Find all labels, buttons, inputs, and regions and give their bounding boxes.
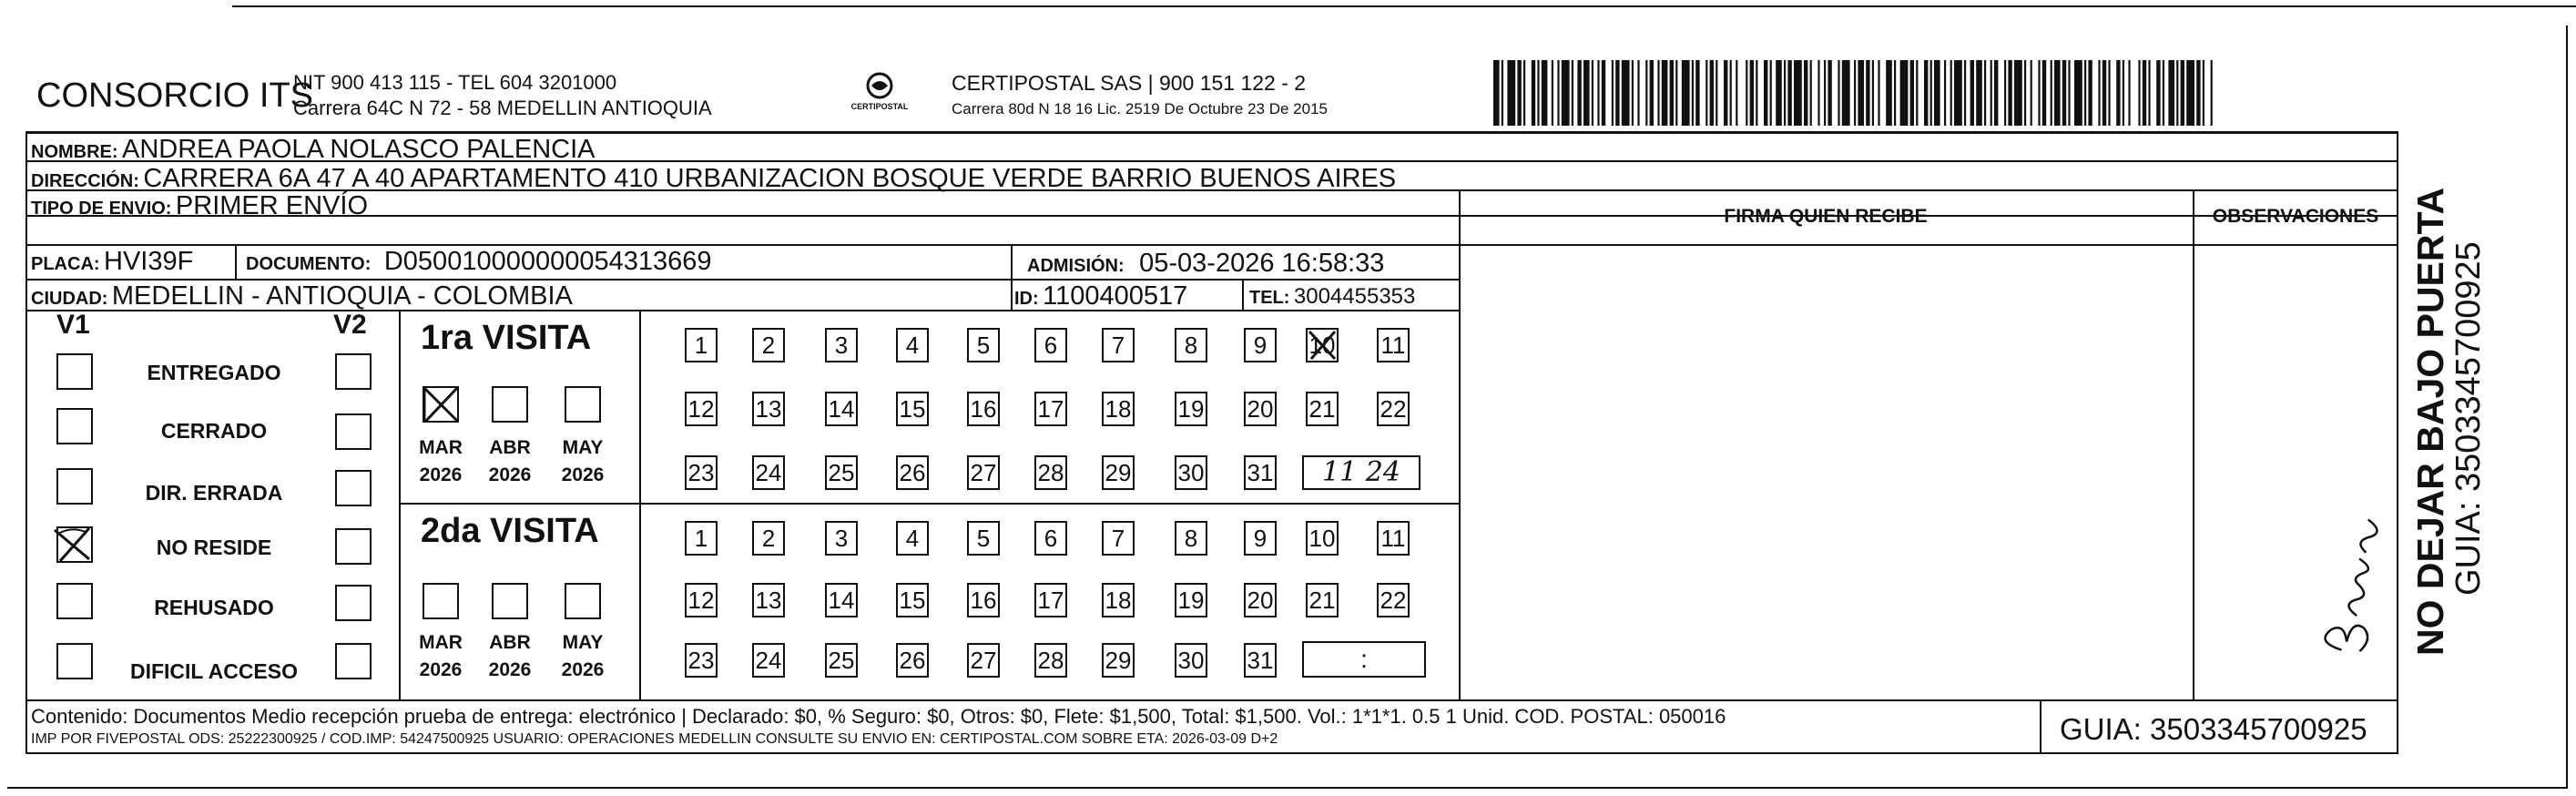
placa-value: HVI39F bbox=[104, 247, 194, 276]
grid-line bbox=[2397, 131, 2398, 754]
tipo-value: PRIMER ENVÍO bbox=[175, 191, 369, 220]
handwritten-signature bbox=[2222, 291, 2386, 674]
barcode-bar bbox=[1910, 60, 1914, 126]
second-visit-day-28[interactable]: 28 bbox=[1034, 643, 1067, 678]
first-visit-day-5[interactable]: 5 bbox=[967, 328, 1000, 362]
barcode-bar bbox=[1572, 60, 1573, 126]
nombre-label: NOMBRE: bbox=[31, 142, 118, 162]
barcode-bar bbox=[1784, 60, 1786, 126]
direccion-row bbox=[31, 164, 1396, 194]
barcode-bar bbox=[2074, 60, 2082, 126]
second-visit-month-may: MAY bbox=[562, 632, 604, 653]
first-visit-day-20[interactable]: 20 bbox=[1244, 392, 1277, 426]
barcode-bar bbox=[2054, 60, 2061, 126]
first-visit-day-17[interactable]: 17 bbox=[1034, 392, 1067, 426]
second-visit-day-25[interactable]: 25 bbox=[825, 643, 858, 678]
first-visit-day-3[interactable]: 3 bbox=[825, 328, 858, 362]
tel-row bbox=[1249, 284, 1415, 310]
bottom-frame-line bbox=[7, 787, 2567, 789]
v1-dificil-acceso-checkbox[interactable] bbox=[56, 643, 93, 679]
barcode-bar bbox=[1583, 60, 1590, 126]
barcode-bar bbox=[2042, 60, 2046, 126]
second-visit-day-4[interactable]: 4 bbox=[896, 521, 929, 556]
v1-no-reside-checkbox[interactable] bbox=[56, 526, 93, 563]
barcode-bar bbox=[2181, 60, 2184, 126]
barcode-bar bbox=[1866, 60, 1869, 126]
barcode-bar bbox=[1810, 60, 1812, 126]
barcode-bar bbox=[1716, 60, 1717, 126]
barcode-bar bbox=[1507, 60, 1515, 126]
no-dejar-bajo-puerta: NO DEJAR BAJO PUERTA bbox=[2409, 187, 2451, 656]
second-visit-year-mar: 2026 bbox=[419, 659, 463, 680]
id-row bbox=[1014, 281, 1187, 311]
barcode-bar bbox=[1517, 60, 1521, 126]
barcode-bar bbox=[1776, 60, 1782, 126]
barcode-bar bbox=[1523, 60, 1525, 126]
right-frame-line bbox=[2566, 26, 2568, 789]
v1-entregado-checkbox[interactable] bbox=[56, 353, 93, 390]
status-cerrado: CERRADO bbox=[160, 419, 268, 443]
second-visit-year-abr: 2026 bbox=[488, 659, 532, 680]
barcode-bar bbox=[1817, 60, 1819, 126]
second-visit-day-8[interactable]: 8 bbox=[1175, 521, 1207, 556]
second-visit-month-mar: MAR bbox=[419, 632, 463, 653]
v2-entregado-checkbox[interactable] bbox=[335, 353, 372, 390]
first-visit-day-29[interactable]: 29 bbox=[1102, 455, 1135, 490]
top-frame-line bbox=[232, 5, 2576, 7]
v2-no-reside-checkbox[interactable] bbox=[335, 528, 372, 565]
footer-imp: IMP POR FIVEPOSTAL ODS: 25222300925 / COD.IMP: 54247500925 USUARIO: OPERACIONES MEDELLIN CONSULTE SU ENVIO EN: CERTIPOSTAL.COM SOBRE ETA: 2026-03-09 D+2 bbox=[31, 731, 1278, 747]
barcode-bar bbox=[2103, 60, 2106, 126]
handwritten-check-icon bbox=[53, 525, 89, 561]
second-visit-month-abr: ABR bbox=[489, 632, 531, 653]
barcode-bar bbox=[1542, 60, 1548, 126]
barcode-bar bbox=[1934, 60, 1940, 126]
second-visit-mar-checkbox[interactable] bbox=[423, 583, 459, 619]
barcode-bar bbox=[2138, 60, 2140, 126]
first-visit-may-checkbox[interactable] bbox=[565, 386, 601, 423]
nombre-value: ANDREA PAOLA NOLASCO PALENCIA bbox=[122, 135, 596, 164]
barcode-bar bbox=[2176, 60, 2178, 126]
second-visit-abr-checkbox[interactable] bbox=[492, 583, 528, 619]
second-visit-day-30[interactable]: 30 bbox=[1175, 643, 1207, 678]
barcode-bar bbox=[1950, 60, 1952, 126]
first-visit-day-23[interactable]: 23 bbox=[685, 455, 718, 490]
certipostal-id: CERTIPOSTAL SAS | 900 151 122 - 2 bbox=[952, 71, 1307, 95]
second-visit-day-16[interactable]: 16 bbox=[967, 583, 1000, 617]
barcode-bar bbox=[1924, 60, 1928, 126]
grid-line bbox=[399, 503, 1460, 505]
barcode-bar bbox=[1984, 60, 1986, 126]
v1-label: V1 bbox=[56, 310, 90, 340]
second-visit-time-value: : bbox=[1360, 645, 1368, 673]
first-visit-day-1[interactable]: 1 bbox=[685, 328, 718, 362]
grid-line bbox=[235, 246, 237, 279]
second-visit-day-17[interactable]: 17 bbox=[1034, 583, 1067, 617]
grid-line bbox=[1011, 246, 1013, 310]
barcode-bar bbox=[1645, 60, 1647, 126]
barcode-bar bbox=[1597, 60, 1599, 126]
first-visit-day-7[interactable]: 7 bbox=[1102, 328, 1135, 362]
placa-row bbox=[31, 247, 193, 277]
second-visit-day-31[interactable]: 31 bbox=[1244, 643, 1277, 678]
handwritten-cross-icon bbox=[1306, 328, 1339, 362]
v2-cerrado-checkbox[interactable] bbox=[335, 413, 372, 450]
barcode-bar bbox=[2024, 60, 2026, 126]
company-name: CONSORCIO ITS bbox=[36, 77, 314, 115]
barcode-bar bbox=[1854, 60, 1856, 126]
barcode-bar bbox=[1670, 60, 1674, 126]
barcode-bar bbox=[1602, 60, 1605, 126]
first-visit-day-18[interactable]: 18 bbox=[1102, 392, 1135, 426]
second-visit-day-11[interactable]: 11 bbox=[1377, 521, 1410, 556]
status-rehusado: REHUSADO bbox=[154, 596, 274, 619]
second-visit-day-18[interactable]: 18 bbox=[1102, 583, 1135, 617]
barcode-bar bbox=[1657, 60, 1659, 126]
grid-line bbox=[25, 699, 2398, 701]
ciudad-label: CIUDAD: bbox=[31, 289, 108, 309]
grid-line bbox=[25, 244, 1460, 246]
barcode-bar bbox=[2088, 60, 2092, 126]
first-visit-day-24[interactable]: 24 bbox=[752, 455, 785, 490]
barcode-bar bbox=[1675, 60, 1677, 126]
first-visit-day-10[interactable]: 10 bbox=[1306, 328, 1339, 362]
barcode-bar bbox=[1632, 60, 1634, 126]
barcode-bar bbox=[1970, 60, 1974, 126]
grid-line bbox=[639, 310, 641, 701]
barcode-bar bbox=[2084, 60, 2086, 126]
second-visit-day-6[interactable]: 6 bbox=[1034, 521, 1067, 556]
footer-contenido: Contenido: Documentos Medio recepción prueba de entrega: electrónico | Declarado: $0, % Seguro: $0, Otros: $0, Flete: $1,500, Total: $1,500. Vol.: 1*1*1. 0.5 1 Unid. COD. POSTAL: 050016 bbox=[31, 705, 1726, 728]
second-visit-day-5[interactable]: 5 bbox=[967, 521, 1000, 556]
status-dir-errada: DIR. ERRADA bbox=[145, 481, 283, 505]
barcode-bar bbox=[1730, 60, 1732, 126]
barcode-bar bbox=[1612, 60, 1614, 126]
second-visit-day-9[interactable]: 9 bbox=[1244, 521, 1277, 556]
first-visit-year-mar: 2026 bbox=[419, 464, 463, 485]
barcode-bar bbox=[1916, 60, 1918, 126]
second-visit-day-3[interactable]: 3 bbox=[825, 521, 858, 556]
barcode-bar bbox=[2098, 60, 2100, 126]
barcode-bar bbox=[1662, 60, 1668, 126]
first-visit-time-value: 11 24 bbox=[1322, 456, 1400, 488]
barcode-bar bbox=[1562, 60, 1570, 126]
v1-cerrado-checkbox[interactable] bbox=[56, 408, 93, 444]
barcode bbox=[1493, 60, 2222, 126]
barcode-bar bbox=[1695, 60, 1699, 126]
grid-line bbox=[2193, 189, 2194, 701]
second-visit-time-field[interactable] bbox=[1302, 641, 1426, 678]
barcode-bar bbox=[1894, 60, 1896, 126]
barcode-bar bbox=[1964, 60, 1966, 126]
second-visit-year-may: 2026 bbox=[561, 659, 605, 680]
tipo-row bbox=[31, 191, 368, 221]
first-visit-day-31[interactable]: 31 bbox=[1244, 455, 1277, 490]
barcode-bar bbox=[1557, 60, 1559, 126]
grid-line bbox=[25, 279, 1460, 281]
second-visit-day-23[interactable]: 23 bbox=[685, 643, 718, 678]
barcode-bar bbox=[1842, 60, 1850, 126]
barcode-bar bbox=[2031, 60, 2032, 126]
barcode-bar bbox=[2123, 60, 2124, 126]
barcode-bar bbox=[1552, 60, 1553, 126]
admision-label: ADMISIÓN: bbox=[1027, 256, 1125, 276]
barcode-bar bbox=[1764, 60, 1767, 126]
grid-line bbox=[399, 310, 401, 701]
first-visit-day-30[interactable]: 30 bbox=[1175, 455, 1207, 490]
barcode-bar bbox=[2068, 60, 2070, 126]
second-visit-day-15[interactable]: 15 bbox=[896, 583, 929, 617]
direccion-label: DIRECCIÓN: bbox=[31, 171, 139, 191]
barcode-bar bbox=[1838, 60, 1839, 126]
barcode-bar bbox=[2051, 60, 2052, 126]
status-no-reside: NO RESIDE bbox=[156, 536, 272, 559]
first-visit-day-15[interactable]: 15 bbox=[896, 392, 929, 426]
barcode-bar bbox=[2116, 60, 2120, 126]
second-visit-day-12[interactable]: 12 bbox=[685, 583, 718, 617]
id-value: 1100400517 bbox=[1043, 281, 1188, 311]
second-visit-day-21[interactable]: 21 bbox=[1306, 583, 1339, 617]
barcode-bar bbox=[1804, 60, 1807, 126]
company-address: Carrera 64C N 72 - 58 MEDELLIN ANTIOQUIA bbox=[293, 97, 712, 119]
second-visit-day-1[interactable]: 1 bbox=[685, 521, 718, 556]
grid-line bbox=[1459, 244, 2398, 246]
barcode-bar bbox=[2108, 60, 2110, 126]
status-entregado: ENTREGADO bbox=[147, 361, 281, 384]
first-visit-day-8[interactable]: 8 bbox=[1175, 328, 1207, 362]
admision-row bbox=[1027, 249, 1384, 279]
first-visit-month-may: MAY bbox=[562, 437, 604, 458]
placa-label: PLACA: bbox=[31, 254, 100, 274]
id-label: ID: bbox=[1014, 289, 1039, 309]
barcode-bar bbox=[2196, 60, 2200, 126]
nombre-row bbox=[31, 135, 596, 165]
status-dificil-acceso: DIFICIL ACCESO bbox=[129, 659, 298, 683]
barcode-bar bbox=[1954, 60, 1962, 126]
first-visit-day-13[interactable]: 13 bbox=[752, 392, 785, 426]
grid-line bbox=[1459, 189, 1461, 701]
barcode-bar bbox=[2168, 60, 2174, 126]
first-visit-day-19[interactable]: 19 bbox=[1175, 392, 1207, 426]
first-visit-month-mar: MAR bbox=[419, 437, 463, 458]
barcode-bar bbox=[1872, 60, 1874, 126]
barcode-bar bbox=[2148, 60, 2150, 126]
v2-dir-errada-checkbox[interactable] bbox=[335, 470, 372, 506]
second-visit-title: 2da VISITA bbox=[421, 512, 599, 550]
barcode-bar bbox=[2014, 60, 2022, 126]
first-visit-abr-checkbox[interactable] bbox=[492, 386, 528, 423]
barcode-bar bbox=[2186, 60, 2194, 126]
barcode-bar bbox=[1493, 60, 1500, 126]
tipo-label: TIPO DE ENVIO: bbox=[31, 199, 172, 219]
certipostal-license: Carrera 80d N 18 16 Lic. 2519 De Octubre 23 De 2015 bbox=[952, 100, 1328, 117]
first-visit-day-21[interactable]: 21 bbox=[1306, 392, 1339, 426]
documento-label: DOCUMENTO: bbox=[246, 254, 372, 274]
barcode-bar bbox=[1622, 60, 1630, 126]
grid-line bbox=[1242, 279, 1244, 310]
barcode-bar bbox=[1736, 60, 1737, 126]
grid-line bbox=[25, 131, 27, 754]
direccion-value: CARRERA 6A 47 A 40 APARTAMENTO 410 URBANIZACION BOSQUE VERDE BARRIO BUENOS AIRES bbox=[143, 164, 1397, 193]
logo-text: CERTIPOSTAL bbox=[850, 102, 909, 111]
barcode-bar bbox=[1692, 60, 1694, 126]
grid-line bbox=[25, 752, 2398, 754]
barcode-bar bbox=[1991, 60, 1992, 126]
barcode-bar bbox=[1705, 60, 1707, 126]
grid-line bbox=[25, 131, 2398, 134]
firma-header: FIRMA QUIEN RECIBE bbox=[1724, 206, 1928, 227]
second-visit-day-7[interactable]: 7 bbox=[1102, 521, 1135, 556]
second-visit-day-24[interactable]: 24 bbox=[752, 643, 785, 678]
first-visit-day-2[interactable]: 2 bbox=[752, 328, 785, 362]
barcode-bar bbox=[2038, 60, 2040, 126]
second-visit-may-checkbox[interactable] bbox=[565, 583, 601, 619]
barcode-bar bbox=[2062, 60, 2066, 126]
footer-guia: GUIA: 3503345700925 bbox=[2060, 712, 2367, 746]
grid-line bbox=[2040, 699, 2041, 754]
barcode-bar bbox=[1976, 60, 1982, 126]
barcode-bar bbox=[1878, 60, 1879, 126]
first-visit-day-28[interactable]: 28 bbox=[1034, 455, 1067, 490]
tel-label: TEL: bbox=[1249, 288, 1290, 308]
side-guia: GUIA: 3503345700925 bbox=[2449, 241, 2488, 596]
second-visit-day-20[interactable]: 20 bbox=[1244, 583, 1277, 617]
barcode-bar bbox=[1724, 60, 1727, 126]
barcode-bar bbox=[2163, 60, 2164, 126]
barcode-bar bbox=[1532, 60, 1535, 126]
barcode-bar bbox=[1615, 60, 1619, 126]
first-visit-month-abr: ABR bbox=[489, 437, 531, 458]
second-visit-day-22[interactable]: 22 bbox=[1377, 583, 1410, 617]
barcode-bar bbox=[2004, 60, 2006, 126]
first-visit-day-4[interactable]: 4 bbox=[896, 328, 929, 362]
barcode-bar bbox=[1787, 60, 1791, 126]
barcode-bar bbox=[1502, 60, 1503, 126]
admision-value: 05-03-2026 16:58:33 bbox=[1139, 249, 1385, 278]
v2-label: V2 bbox=[333, 310, 367, 340]
first-visit-day-11[interactable]: 11 bbox=[1377, 328, 1410, 362]
first-visit-title: 1ra VISITA bbox=[421, 319, 592, 357]
barcode-bar bbox=[1650, 60, 1654, 126]
documento-row bbox=[246, 247, 712, 277]
v2-dificil-acceso-checkbox[interactable] bbox=[335, 643, 372, 679]
first-visit-day-12[interactable]: 12 bbox=[685, 392, 718, 426]
first-visit-day-14[interactable]: 14 bbox=[825, 392, 858, 426]
second-visit-day-10[interactable]: 10 bbox=[1306, 521, 1339, 556]
tel-value: 3004455353 bbox=[1293, 284, 1416, 309]
first-visit-day-22[interactable]: 22 bbox=[1377, 392, 1410, 426]
certipostal-logo bbox=[850, 69, 909, 115]
observaciones-header: OBSERVACIONES bbox=[2212, 206, 2379, 227]
barcode-bar bbox=[1537, 60, 1539, 126]
second-visit-day-29[interactable]: 29 bbox=[1102, 643, 1135, 678]
second-visit-day-14[interactable]: 14 bbox=[825, 583, 858, 617]
documento-value: D050010000000054313669 bbox=[383, 247, 712, 276]
handwritten-check-icon bbox=[423, 386, 459, 423]
second-visit-day-27[interactable]: 27 bbox=[967, 643, 1000, 678]
first-visit-time-field[interactable] bbox=[1302, 455, 1420, 490]
first-visit-mar-checkbox[interactable] bbox=[423, 386, 459, 423]
barcode-bar bbox=[2156, 60, 2160, 126]
first-visit-day-25[interactable]: 25 bbox=[825, 455, 858, 490]
company-nit: NIT 900 413 115 - TEL 604 3201000 bbox=[293, 71, 617, 94]
second-visit-day-19[interactable]: 19 bbox=[1175, 583, 1207, 617]
first-visit-day-26[interactable]: 26 bbox=[896, 455, 929, 490]
barcode-bar bbox=[2211, 60, 2213, 126]
barcode-bar bbox=[1756, 60, 1757, 126]
barcode-bar bbox=[1770, 60, 1772, 126]
barcode-bar bbox=[1994, 60, 1998, 126]
barcode-bar bbox=[1886, 60, 1892, 126]
barcode-bar bbox=[2203, 60, 2204, 126]
barcode-bar bbox=[1710, 60, 1714, 126]
second-visit-day-13[interactable]: 13 bbox=[752, 583, 785, 617]
barcode-bar bbox=[1794, 60, 1802, 126]
barcode-bar bbox=[1682, 60, 1690, 126]
barcode-bar bbox=[1828, 60, 1831, 126]
barcode-bar bbox=[1944, 60, 1946, 126]
first-visit-day-6[interactable]: 6 bbox=[1034, 328, 1067, 362]
first-visit-year-abr: 2026 bbox=[488, 464, 532, 485]
ciudad-row bbox=[31, 281, 573, 311]
barcode-bar bbox=[1592, 60, 1593, 126]
first-visit-day-27[interactable]: 27 bbox=[967, 455, 1000, 490]
barcode-bar bbox=[1750, 60, 1754, 126]
barcode-bar bbox=[1930, 60, 1932, 126]
ciudad-value: MEDELLIN - ANTIOQUIA - COLOMBIA bbox=[111, 281, 573, 311]
barcode-bar bbox=[1900, 60, 1909, 126]
barcode-bar bbox=[1824, 60, 1826, 126]
barcode-bar bbox=[1858, 60, 1864, 126]
first-visit-day-9[interactable]: 9 bbox=[1244, 328, 1277, 362]
v1-rehusado-checkbox[interactable] bbox=[56, 583, 93, 619]
barcode-bar bbox=[1577, 60, 1581, 126]
barcode-bar bbox=[2128, 60, 2130, 126]
second-visit-day-26[interactable]: 26 bbox=[896, 643, 929, 678]
second-visit-day-2[interactable]: 2 bbox=[752, 521, 785, 556]
barcode-bar bbox=[2008, 60, 2011, 126]
v1-dir-errada-checkbox[interactable] bbox=[56, 468, 93, 505]
barcode-bar bbox=[1746, 60, 1747, 126]
first-visit-year-may: 2026 bbox=[561, 464, 605, 485]
first-visit-day-16[interactable]: 16 bbox=[967, 392, 1000, 426]
barcode-bar bbox=[2143, 60, 2146, 126]
barcode-bar bbox=[1637, 60, 1639, 126]
v2-rehusado-checkbox[interactable] bbox=[335, 585, 372, 621]
